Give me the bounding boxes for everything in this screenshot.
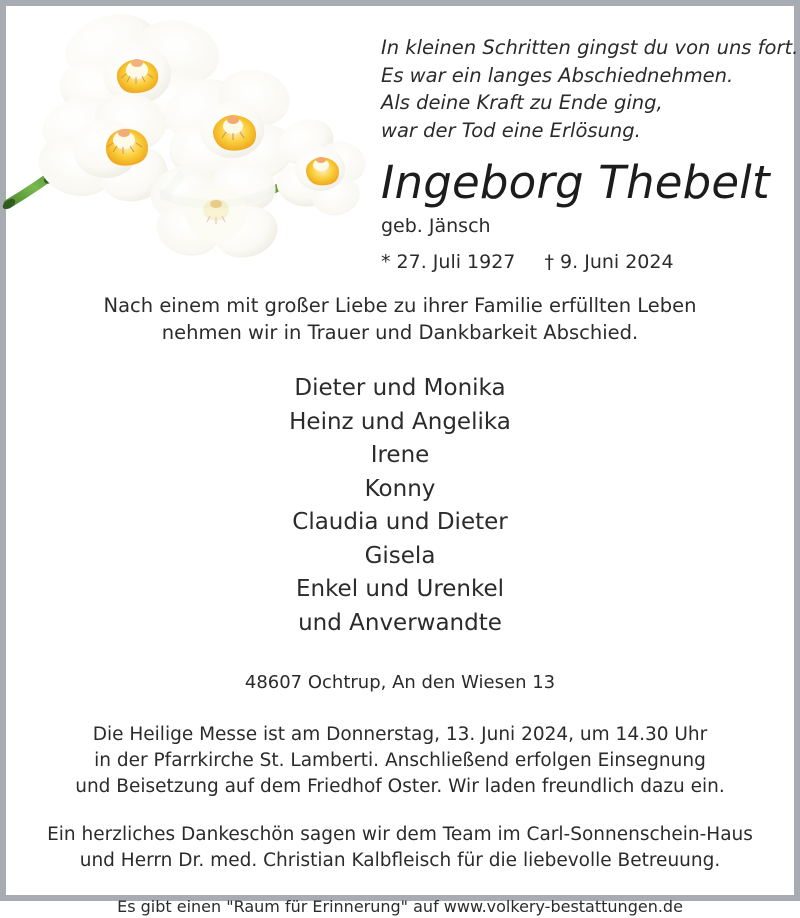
family-address: 48607 Ochtrup, An den Wiesen 13 — [244, 672, 556, 693]
body-block — [12, 292, 788, 918]
service-line-1: Die Heilige Messe ist am Donnerstag, 13. Juni 2024, um 14.30 Uhr — [92, 724, 708, 745]
orchid-stem-nodes — [1, 141, 229, 211]
orchid-center-4 — [306, 157, 339, 185]
death-date: 9. Juni 2024 — [560, 251, 674, 273]
orchid-stem — [8, 148, 288, 204]
header-block — [381, 34, 799, 275]
intro-line-1: Nach einem mit großer Liebe zu ihrer Familie erfüllten Leben — [103, 294, 697, 317]
survivor-item: Konny — [364, 475, 436, 502]
thanks-line-2: und Herrn Dr. med. Christian Kalbfleisch für die liebevolle Betreuung. — [79, 850, 721, 871]
service-details — [12, 722, 788, 800]
orchid-bloom-2 — [31, 88, 174, 208]
survivor-item: und Anverwandte — [298, 609, 502, 636]
life-dates — [381, 249, 786, 275]
orchid-center-5 — [203, 199, 229, 224]
maiden-name: geb. Jänsch — [381, 215, 491, 237]
deceased-name: Ingeborg Thebelt — [381, 156, 770, 209]
orchid-center-2 — [106, 129, 148, 166]
intro-paragraph — [12, 292, 788, 346]
white-orchid-branch-image — [6, 14, 366, 264]
memorial-verse — [381, 34, 799, 144]
thanks-paragraph — [12, 822, 788, 874]
service-line-3: und Beisetzung auf dem Friedhof Oster. Wir laden freundlich dazu ein. — [75, 776, 725, 797]
memorial-room-note: Es gibt einen "Raum für Erinnerung" auf www.volkery-bestattungen.de — [117, 897, 683, 916]
death-symbol: † — [544, 251, 554, 273]
survivor-item: Irene — [370, 442, 430, 468]
orchid-bloom-4 — [271, 112, 370, 220]
orchid-bloom-1 — [51, 3, 227, 137]
survivors-list — [12, 372, 788, 640]
verse-line-3: Als deine Kraft zu Ende ging, — [381, 91, 663, 114]
orchid-center-3 — [213, 115, 256, 151]
birth-date: 27. Juli 1927 — [396, 251, 516, 273]
survivor-item: Dieter und Monika — [294, 375, 506, 401]
service-line-2: in der Pfarrkirche St. Lamberti. Anschließend erfolgen Einsegnung — [94, 750, 706, 771]
survivor-item: Claudia und Dieter — [292, 509, 508, 535]
survivor-item: Gisela — [364, 542, 436, 569]
orchid-bloom-5 — [144, 154, 284, 265]
birth-symbol: * — [381, 251, 391, 273]
verse-line-2: Es war ein langes Abschiednehmen. — [381, 63, 734, 87]
verse-line-1: In kleinen Schritten gingst du von uns fort. — [381, 36, 799, 59]
orchid-bloom-3 — [156, 63, 301, 190]
survivor-item: Enkel und Urenkel — [295, 576, 505, 602]
verse-line-4: war der Tod eine Erlösung. — [381, 118, 641, 142]
thanks-line-1: Ein herzliches Dankeschön sagen wir dem Team im Carl-Sonnenschein-Haus — [47, 824, 753, 845]
intro-line-2: nehmen wir in Trauer und Dankbarkeit Abschied. — [161, 321, 639, 344]
orchid-center-1 — [117, 59, 158, 93]
survivor-item: Heinz und Angelika — [289, 408, 511, 435]
